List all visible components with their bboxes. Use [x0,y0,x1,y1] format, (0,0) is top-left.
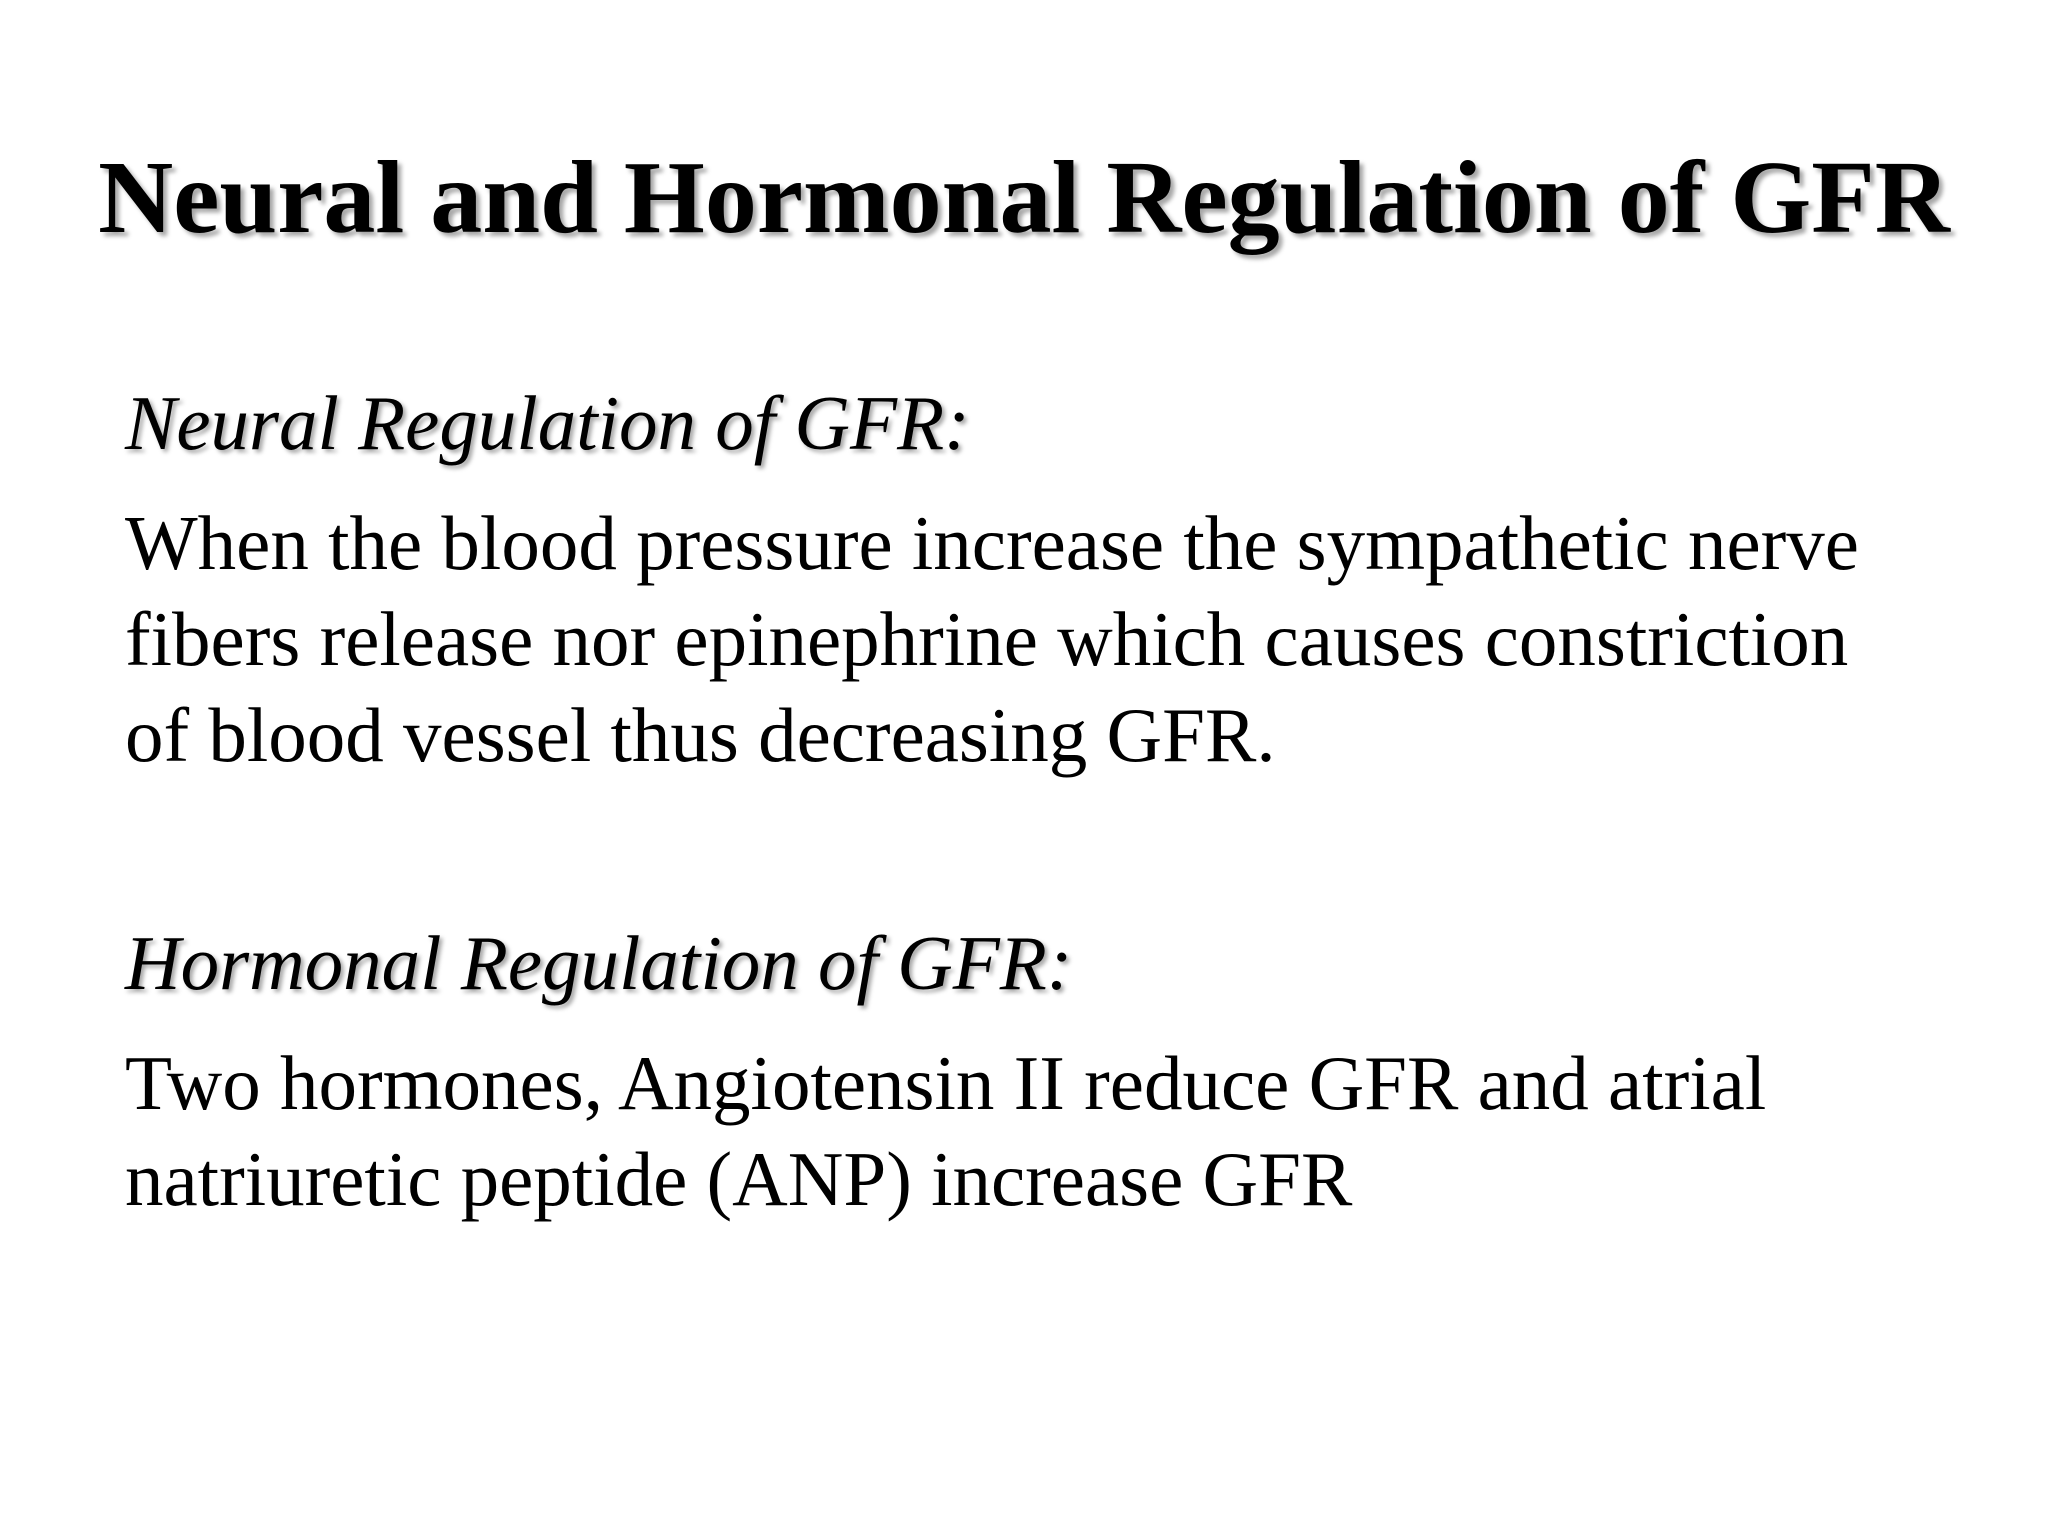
hormonal-body-line: Two hormones, Angiotensin II reduce GFR and atrial [125,1040,1767,1126]
slide-title: Neural and Hormonal Regulation of GFR [98,140,1950,255]
neural-body-line: of blood vessel thus decreasing GFR. [125,692,1276,778]
neural-body-line: When the blood pressure increase the sympathetic nerve [125,500,1859,586]
hormonal-section-heading: Hormonal Regulation of GFR: [125,920,1073,1006]
hormonal-body-line: natriuretic peptide (ANP) increase GFR [125,1136,1353,1222]
neural-body-line: fibers release nor epinephrine which causes constriction [125,596,1849,682]
neural-section-heading: Neural Regulation of GFR: [125,380,970,466]
